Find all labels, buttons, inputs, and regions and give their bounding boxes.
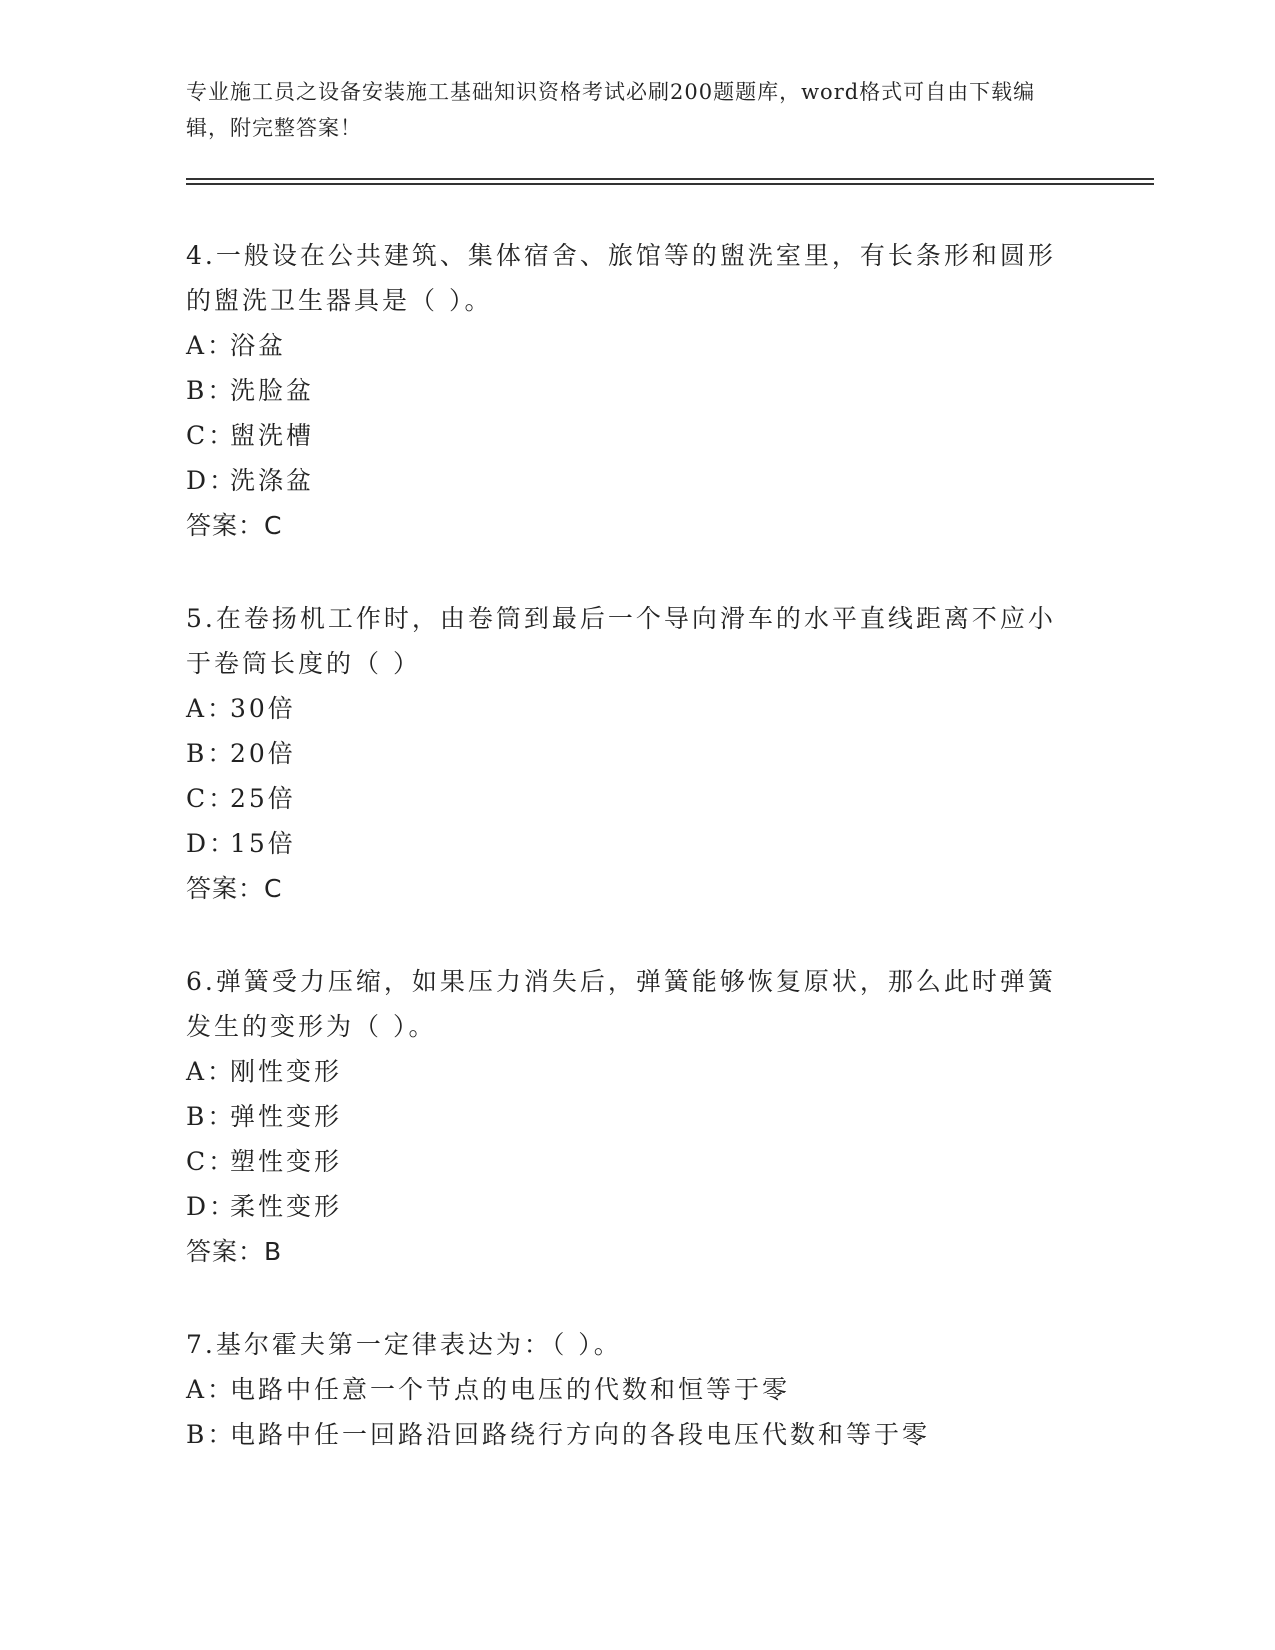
- option-key: C：: [186, 784, 237, 813]
- option-text: 柔性变形: [230, 1192, 343, 1221]
- option-d: [186, 458, 1066, 503]
- option-text: 浴盆: [230, 331, 287, 360]
- option-text: 15倍: [230, 829, 296, 858]
- answer-line: 答案：C: [186, 511, 283, 540]
- option-key: A：: [186, 1057, 236, 1086]
- option-key: D：: [186, 829, 238, 858]
- option-key: D：: [186, 1192, 238, 1221]
- option-c: [186, 1139, 1066, 1184]
- option-d: [186, 821, 1066, 866]
- option-text: 塑性变形: [230, 1147, 343, 1176]
- question-stem: 4.一般设在公共建筑、集体宿舍、旅馆等的盥洗室里，有长条形和圆形的盥洗卫生器具是（ ）。: [186, 241, 1056, 315]
- option-a: [186, 686, 1066, 731]
- option-text: 电路中任意一个节点的电压的代数和恒等于零: [230, 1375, 791, 1404]
- option-text: 洗脸盆: [230, 376, 315, 405]
- option-text: 弹性变形: [230, 1102, 343, 1131]
- question-5: [186, 596, 1066, 911]
- header-divider-bottom: [186, 183, 1154, 185]
- option-text: 30倍: [230, 694, 296, 723]
- question-4: [186, 233, 1066, 548]
- question-stem: 5.在卷扬机工作时，由卷筒到最后一个导向滑车的水平直线距离不应小于卷筒长度的（ ）: [186, 604, 1056, 678]
- option-b: [186, 731, 1066, 776]
- option-c: [186, 776, 1066, 821]
- option-key: C：: [186, 421, 237, 450]
- option-key: A：: [186, 1375, 236, 1404]
- option-key: B：: [186, 376, 236, 405]
- option-b: [186, 1412, 1066, 1457]
- question-6: [186, 959, 1066, 1274]
- option-text: 电路中任一回路沿回路绕行方向的各段电压代数和等于零: [230, 1420, 931, 1449]
- option-a: [186, 323, 1066, 368]
- option-text: 刚性变形: [230, 1057, 343, 1086]
- option-text: 盥洗槽: [230, 421, 315, 450]
- option-b: [186, 368, 1066, 413]
- option-a: [186, 1049, 1066, 1094]
- header-divider-top: [186, 178, 1154, 180]
- option-key: A：: [186, 331, 236, 360]
- option-key: A：: [186, 694, 236, 723]
- question-stem: 7.基尔霍夫第一定律表达为：（ ）。: [186, 1330, 622, 1359]
- answer-line: 答案：B: [186, 1237, 283, 1266]
- option-text: 洗涤盆: [230, 466, 315, 495]
- question-7: [186, 1322, 1066, 1457]
- option-text: 20倍: [230, 739, 296, 768]
- question-stem: 6.弹簧受力压缩，如果压力消失后，弹簧能够恢复原状，那么此时弹簧发生的变形为（ ）。: [186, 967, 1056, 1041]
- option-text: 25倍: [230, 784, 296, 813]
- option-key: D：: [186, 466, 238, 495]
- option-key: B：: [186, 1420, 236, 1449]
- document-header: 专业施工员之设备安装施工基础知识资格考试必刷200题题库，word格式可自由下载编辑，附完整答案！: [186, 80, 1036, 140]
- answer-line: 答案：C: [186, 874, 283, 903]
- option-c: [186, 413, 1066, 458]
- option-a: [186, 1367, 1066, 1412]
- option-b: [186, 1094, 1066, 1139]
- option-key: C：: [186, 1147, 237, 1176]
- option-d: [186, 1184, 1066, 1229]
- option-key: B：: [186, 1102, 236, 1131]
- option-key: B：: [186, 739, 236, 768]
